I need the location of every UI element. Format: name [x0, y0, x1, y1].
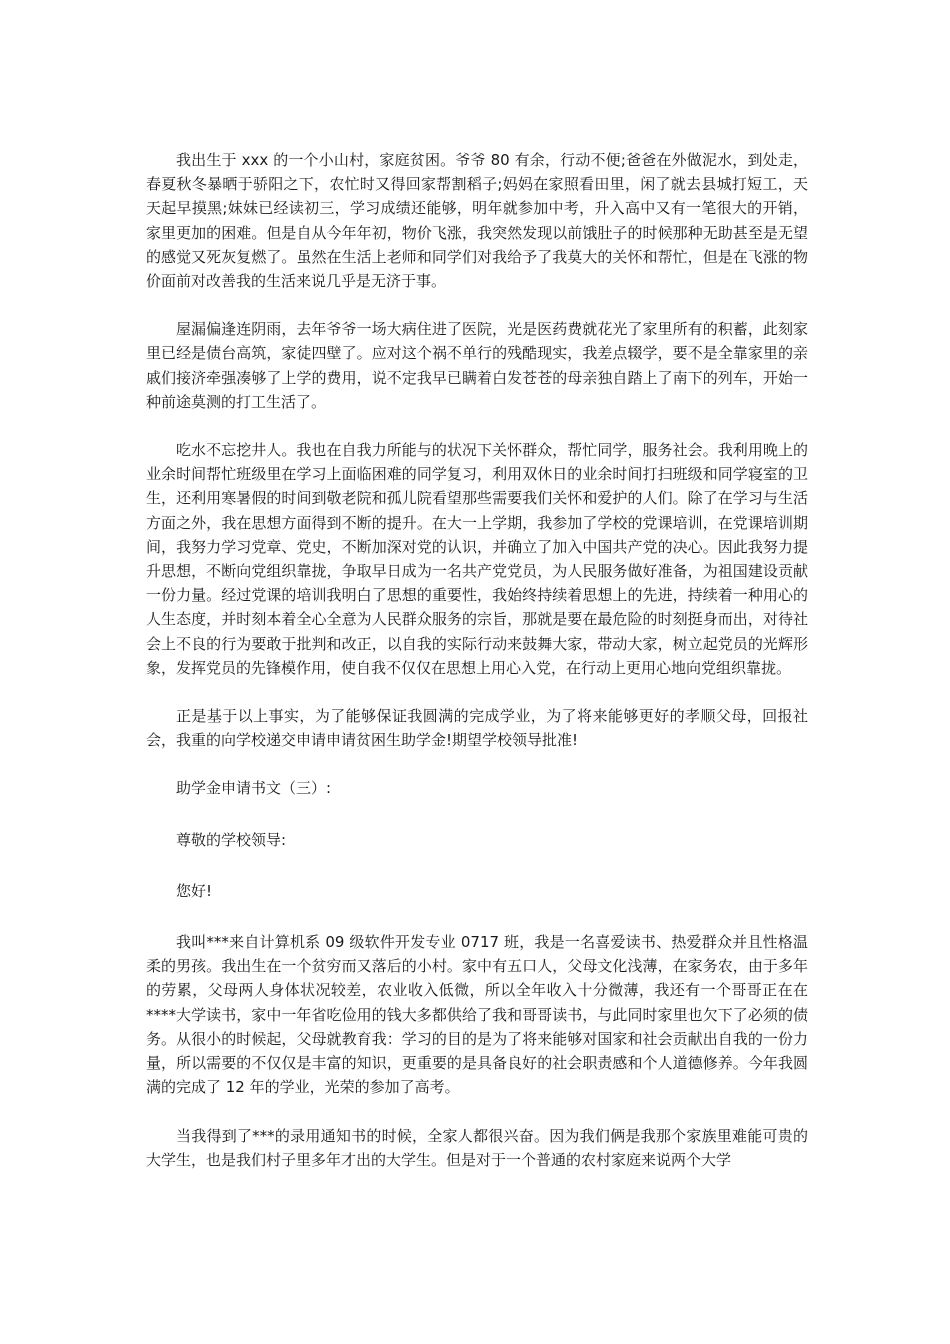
paragraph-family-background: 我出生于 xxx 的一个小山村，家庭贫困。爷爷 80 有余，行动不便;爸爸在外做泥水，到处走，春夏秋冬暴晒于骄阳之下，农忙时又得回家帮割稻子;妈妈在家照看田里，闲了就去县城打短工，天天起早摸黑;妹妹已经读初三，学习成绩还能够，明年就参加中考，升入高中又有一笔很大的开销，家里更加的困难。但是自从今年年初，物价飞涨，我突然发现以前饿肚子的时候那种无助甚至是无望的感觉又死灰复燃了。虽然在生活上老师和同学们对我给予了我莫大的关怀和帮忙，但是在飞涨的物价面前对改善我的生活来说几乎是无济于事。: [146, 151, 808, 291]
paragraph-application-request: 正是基于以上事实，为了能够保证我圆满的完成学业，为了将来能够更好的孝顺父母，回报社会，我重的向学校递交申请申请贫困生助学金!期望学校领导批准!: [146, 707, 808, 750]
section-heading: 助学金申请书文（三）:: [176, 779, 332, 798]
greeting: 您好!: [176, 881, 213, 900]
paragraph-self-introduction: 我叫***来自计算机系 09 级软件开发专业 0717 班，我是一名喜爱读书、热爱群众并且性格温柔的男孩。我出生在一个贫穷而又落后的小村。家中有五口人，父母文化浅薄，在家务农，由于多年的劳累，父母两人身体状况较差，农业收入低微，所以全年收入十分微薄，我还有一个哥哥正在在****大学读书，家中一年省吃俭用的钱大多都供给了我和哥哥读书，与此同时家里也欠下了必须的债务。从很小的时候起，父母就教育我：学习的目的是为了将来能够对国家和社会贡献出自我的一份力量，所以需要的不仅仅是丰富的知识，更重要的是具备良好的社会职责感和个人道德修养。今年我圆满的完成了 12 年的学业，光荣的参加了高考。: [146, 933, 808, 1097]
paragraph-grandfather-illness: 屋漏偏逢连阴雨，去年爷爷一场大病住进了医院，光是医药费就花光了家里所有的积蓄，此刻家里已经是债台高筑，家徒四壁了。应对这个祸不单行的残酷现实，我差点辍学，要不是全靠家里的亲戚们接济牵强凑够了上学的费用，说不定我早已瞒着白发苍苍的母亲独自踏上了南下的列车，开始一种前途莫测的打工生活了。: [146, 320, 808, 411]
document-body: [146, 148, 808, 1196]
paragraph-admission-notice: 当我得到了***的录用通知书的时候，全家人都很兴奋。因为我们俩是我那个家族里难能可贵的大学生，也是我们村子里多年才出的大学生。但是对于一个普通的农村家庭来说两个大学: [146, 1126, 808, 1169]
salutation: 尊敬的学校领导:: [176, 830, 287, 849]
paragraph-service-and-ideology: 吃水不忘挖井人。我也在自我力所能与的状况下关怀群众，帮忙同学，服务社会。我利用晚上的业余时间帮忙班级里在学习上面临困难的同学复习，利用双休日的业余时间打扫班级和同学寝室的卫生，还利用寒暑假的时间到敬老院和孤儿院看望那些需要我们关怀和爱护的人们。除了在学习与生活方面之外，我在思想方面得到不断的提升。在大一上学期，我参加了学校的党课培训，在党课培训期间，我努力学习党章、党史，不断加深对党的认识，并确立了加入中国共产党的决心。因此我努力提升思想，不断向党组织靠拢，争取早日成为一名共产党党员，为人民服务做好准备，为祖国建设贡献一份力量。经过党课的培训我明白了思想的重要性，我始终持续着思想上的先进，持续着一种用心的人生态度，并时刻本着全心全意为人民群众服务的宗旨，那就是要在最危险的时刻挺身而出，对待社会上不良的行为要敢于批判和改正，以自我的实际行动来鼓舞大家，带动大家，树立起党员的光辉形象，发挥党员的先锋模作用，使自我不仅仅在思想上用心入党，在行动上更用心地向党组织靠拢。: [146, 441, 808, 677]
